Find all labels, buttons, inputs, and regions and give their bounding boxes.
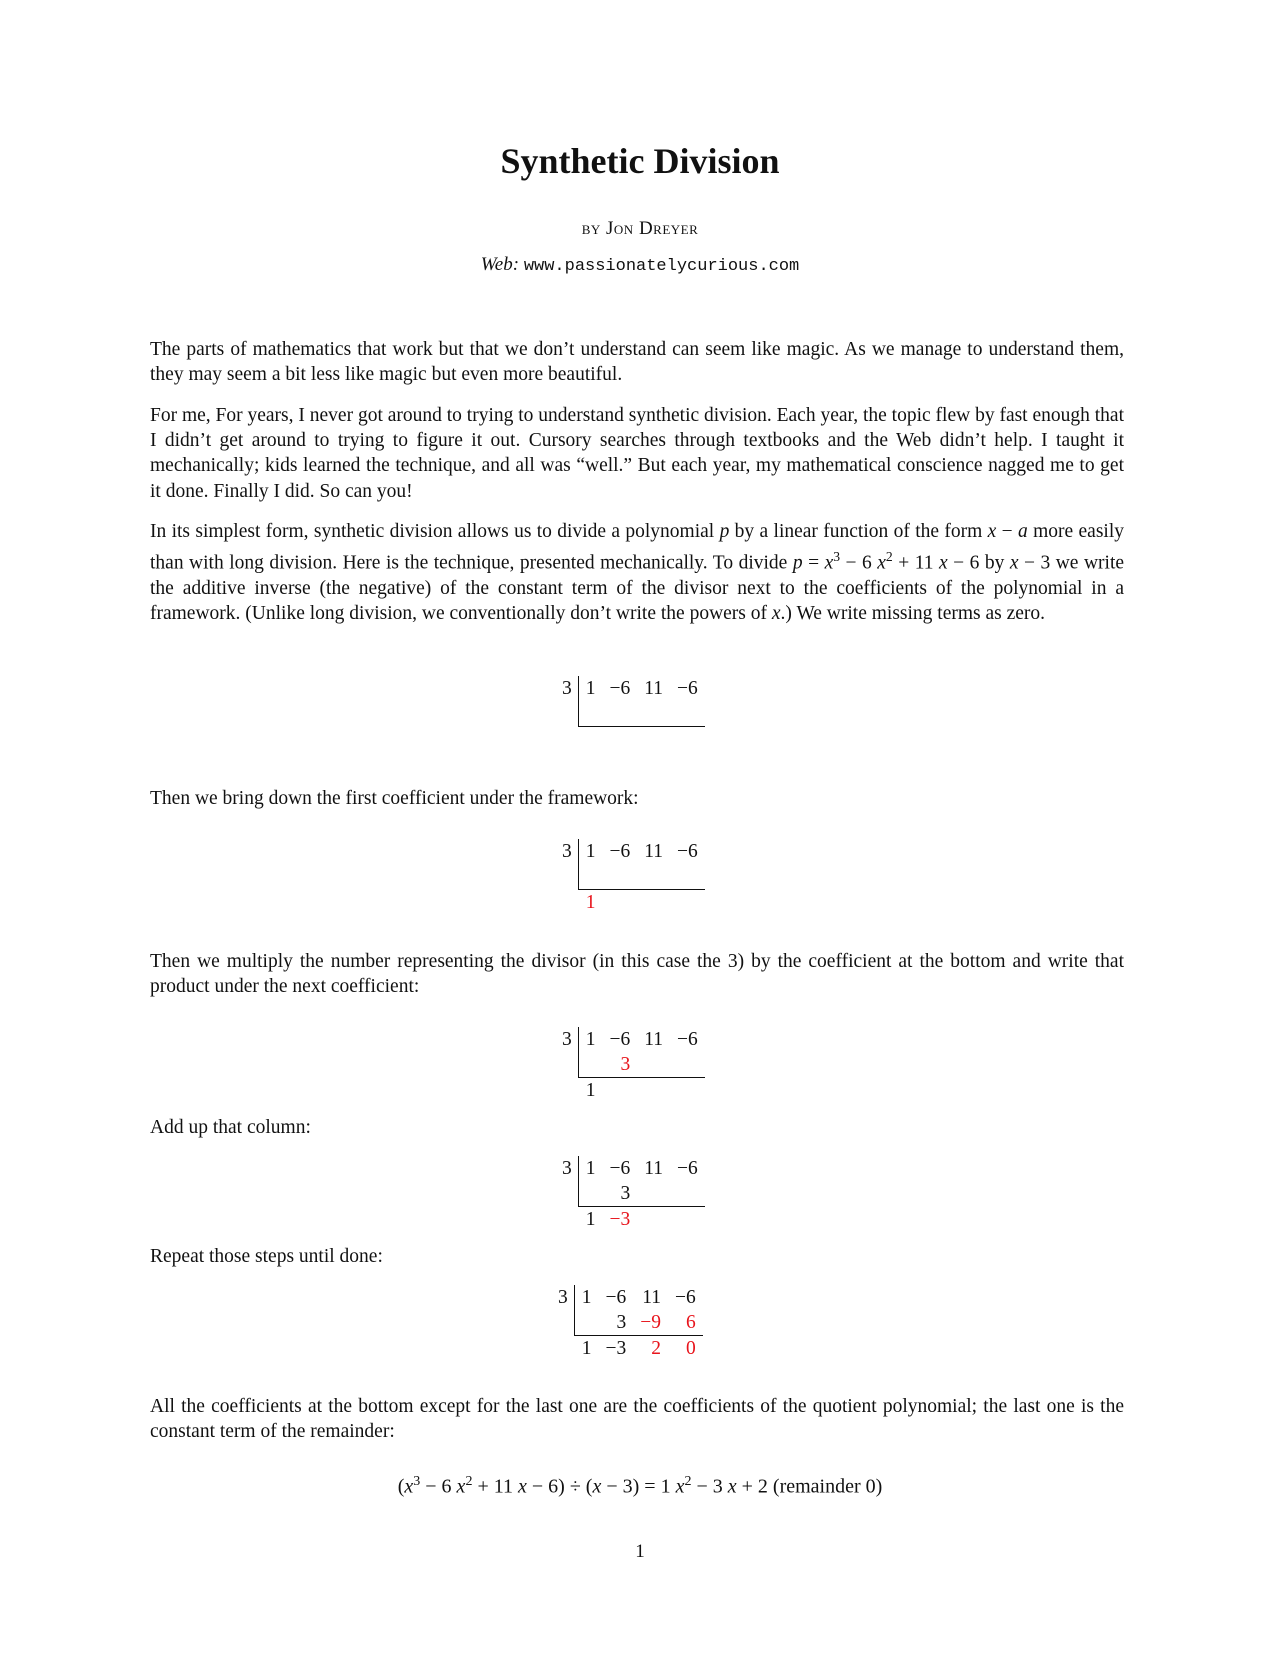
mid-row-cell [670,864,705,890]
synthetic-division-tableau [555,676,705,752]
text-segment: All the coefficients at the bottom except for the last one are the coefficients of the quotient polynomial; the last one is the constant term of the remainder: [150,1396,1124,1443]
divisor-spacer [551,1310,574,1336]
top-row-cell: −6 [609,1029,631,1050]
bottom-row-cell [603,1078,638,1104]
mid-row-cell [637,701,670,727]
bottom-row-cell: 1 [585,1209,596,1230]
top-row-cell: −6 [677,841,698,862]
mid-row-cell [670,1181,705,1207]
bottom-row-cell [637,727,670,753]
paragraph [150,403,1124,504]
text-segment: + 11 [892,552,939,574]
divisor: 3 [555,1156,578,1181]
mid-row-cell [637,1181,670,1207]
mid-row-cell: 3 [603,1052,638,1078]
divisor: 3 [551,1285,574,1310]
text-segment: − 6 [420,1475,457,1498]
text-segment: Then we multiply the number representing the divisor (in this case the 3) by the coefficient at the bottom and write that product under the next coefficient: [150,951,1124,998]
text-segment: = [802,552,825,574]
top-row-cell: 11 [644,678,664,699]
bottom-row-cell [670,890,705,916]
top-row-cell: −6 [609,841,631,862]
mid-row-cell [578,1052,602,1078]
math-exponent: 2 [465,1474,473,1489]
synthetic-division-tableau [555,1027,705,1103]
synthetic-division-tableau [551,1285,703,1361]
text-segment: .) We write missing terms as zero. [780,603,1046,625]
text-segment: In its simplest form, synthetic division allows us to divide a polynomial [150,521,720,542]
page-number: 1 [635,1541,645,1562]
math-exponent: 3 [413,1474,421,1489]
mid-row-cell [637,1052,670,1078]
divisor-spacer [555,1207,578,1233]
mid-row-cell: 3 [599,1310,634,1336]
math-variable: x [771,603,781,625]
bottom-row-cell [637,1078,670,1104]
math-variable: x [987,521,997,542]
result-equation [0,1474,1280,1499]
divisor-spacer [551,1336,574,1362]
top-row-cell: −6 [677,1158,698,1179]
math-variable: x [592,1475,602,1498]
divisor: 3 [555,839,578,864]
mid-row-cell: −9 [633,1310,668,1336]
text-segment: ( [397,1475,405,1498]
text-segment: − [996,521,1018,542]
divisor: 3 [555,676,578,701]
text-segment: − 6 [840,552,878,574]
web-url: www.passionatelycurious.com [523,257,800,276]
text-segment: Then we bring down the first coefficient under the framework: [150,788,639,809]
top-row-cell: 11 [644,841,664,862]
bottom-row-cell [578,727,602,753]
paragraph [150,1115,1124,1140]
top-row-cell: 11 [644,1158,664,1179]
math-variable: x [404,1475,414,1498]
math-variable: a [1017,521,1028,542]
mid-row-cell [574,1310,598,1336]
bottom-row-cell [670,1078,705,1104]
mid-row-cell [603,864,638,890]
divisor-spacer [555,1181,578,1207]
bottom-row-cell: 1 [585,1080,596,1101]
bottom-row-cell: 1 [581,1338,592,1359]
top-row-cell: −6 [609,678,631,699]
bottom-row-cell: 2 [651,1338,661,1359]
text-segment: − 3 we write the additive inverse (the negative) of the constant term of the divisor next to the coefficients of the polynomial in a framework. (Unlike long division, we conventionally don’t write the powers of [150,552,1125,625]
math-variable: x [517,1475,527,1498]
author-website [0,254,1280,276]
bottom-row-cell: −3 [609,1209,631,1230]
divisor-spacer [555,890,578,916]
math-exponent: 2 [684,1474,692,1489]
divisor-spacer [555,864,578,890]
top-row-cell: 1 [581,1287,592,1308]
mid-row-cell [578,1181,602,1207]
text-segment: − 6) ÷ ( [526,1475,593,1498]
mid-row-cell [670,1052,705,1078]
divisor: 3 [555,1027,578,1052]
math-exponent: 3 [833,549,841,565]
web-label: Web: [480,254,520,275]
bottom-row-cell: 1 [585,892,596,913]
math-variable: x [456,1475,466,1498]
math-variable: x [1009,552,1019,574]
top-row-cell: −6 [605,1287,627,1308]
mid-row-cell [603,701,638,727]
paragraph [150,786,1124,811]
text-segment: more easily than with long division. Here is the technique, presented mechanically. To divide [150,521,1124,574]
author-byline: by Jon Dreyer [581,218,699,239]
math-variable: p [719,521,730,542]
top-row-cell: 1 [585,678,596,699]
divisor-spacer [555,1078,578,1104]
bottom-row-cell [670,1207,705,1233]
text-segment: The parts of mathematics that work but that we don’t understand can seem like magic. As we manage to understand them, they may seem a bit less like magic but even more beautiful. [150,339,1124,386]
bottom-row-cell [670,727,705,753]
divisor-spacer [555,727,578,753]
math-variable: x [727,1475,737,1498]
mid-row-cell [578,701,602,727]
top-row-cell: −6 [609,1158,631,1179]
math-variable: x [877,552,886,574]
paragraph [150,949,1124,999]
top-row-cell: −6 [677,678,698,699]
top-row-cell: 11 [644,1029,664,1050]
text-segment: − 3) = 1 [601,1475,676,1498]
top-row-cell: −6 [675,1287,696,1308]
synthetic-division-tableau [555,839,705,915]
divisor-spacer [555,701,578,727]
top-row-cell: 11 [642,1287,661,1308]
math-variable: x [939,552,948,574]
mid-row-cell [578,864,602,890]
bottom-row-cell [637,1207,670,1233]
top-row-cell: −6 [677,1029,698,1050]
text-segment: For me, For years, I never got around to trying to understand synthetic division. Each year, the topic flew by fast enough that I didn’t get around to trying to figure it out. Cursory searches through textbooks and the Web didn’t help. I taught it mechanically; kids learned the technique, and all was “well.” But each year, my mathematical conscience nagged me to get it done. Finally I did. So can you! [150,405,1124,502]
mid-row-cell: 3 [603,1181,638,1207]
text-segment: + 11 [472,1475,518,1498]
text-segment: Repeat those steps until done: [150,1246,383,1267]
text-segment: Add up that column: [150,1117,311,1138]
text-segment: − 3 [691,1475,728,1498]
paragraph [150,337,1124,387]
mid-row-cell [670,701,705,727]
bottom-row-cell: 0 [686,1338,696,1359]
text-segment: − 6 by [947,552,1010,574]
synthetic-division-tableau [555,1156,705,1232]
top-row-cell: 1 [585,1158,596,1179]
mid-row-cell: 6 [668,1310,703,1336]
bottom-row-cell [603,727,638,753]
paragraph [150,1244,1124,1269]
math-variable: p [792,552,803,574]
text-segment: + 2 (remainder 0) [736,1475,883,1498]
math-variable: x [824,552,834,574]
paragraph [150,1394,1124,1444]
math-exponent: 2 [885,549,893,565]
top-row-cell: 1 [585,1029,596,1050]
bottom-row-cell [637,890,670,916]
top-row-cell: 1 [585,841,596,862]
paragraph [150,519,1124,626]
bottom-row-cell [603,890,638,916]
document-title: Synthetic Division [500,141,780,181]
text-segment: by a linear function of the form [729,521,988,542]
divisor-spacer [555,1052,578,1078]
math-variable: x [675,1475,685,1498]
mid-row-cell [637,864,670,890]
bottom-row-cell: −3 [605,1338,627,1359]
